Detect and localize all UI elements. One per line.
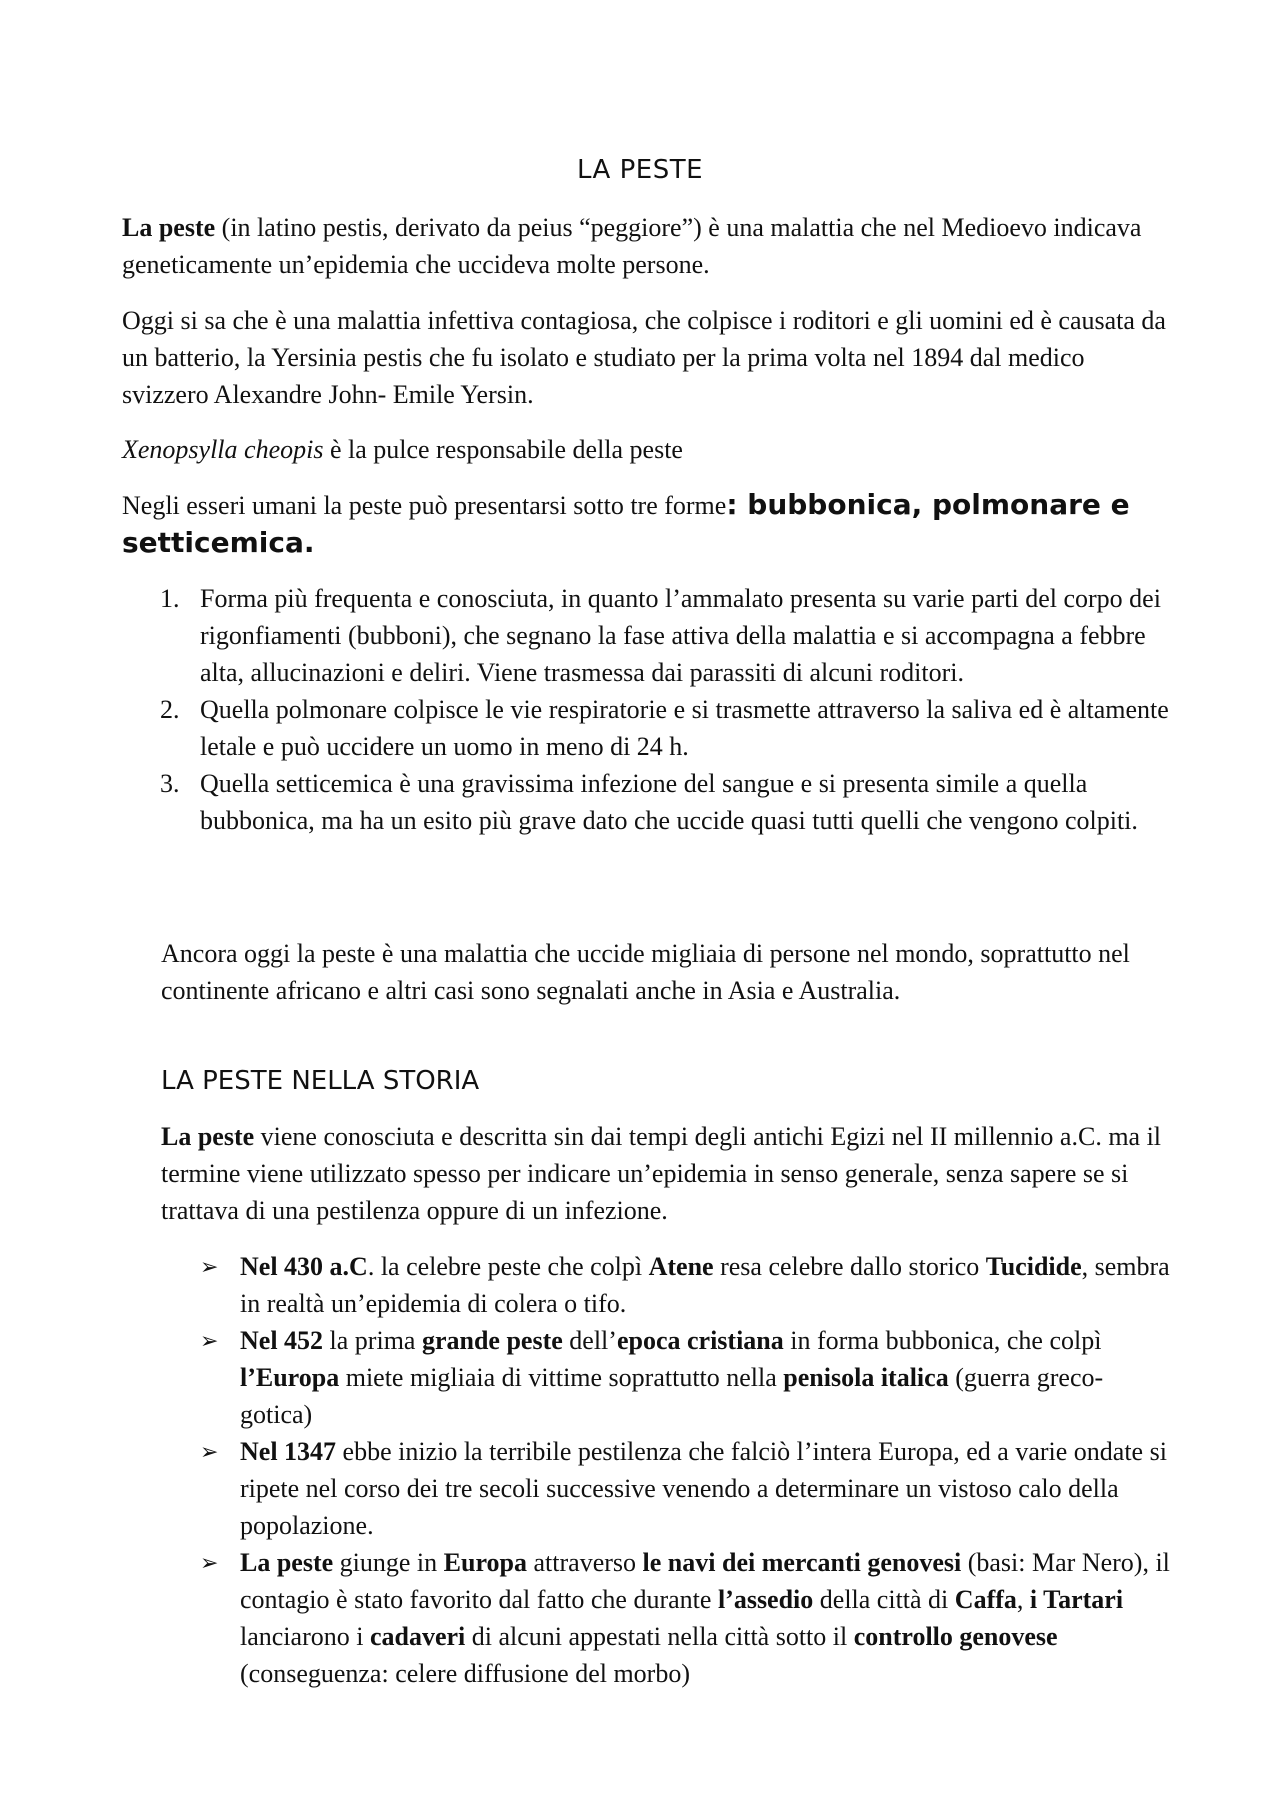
- forms-intro-text: Negli esseri umani la peste può presentarsi sotto tre forme: [122, 491, 727, 520]
- text-span: la prima: [323, 1326, 422, 1355]
- list-number: 2.: [160, 695, 180, 724]
- text-span: (basi: Mar Nero), il contagio è stato favorito dal fatto che durante: [240, 1548, 1170, 1614]
- bold-span: Europa: [443, 1548, 528, 1577]
- history-list: [200, 1248, 1170, 1692]
- bold-span: grande peste: [421, 1326, 563, 1355]
- list-number: 3.: [160, 769, 180, 798]
- bold-span: penisola italica: [783, 1363, 949, 1392]
- text-span: (conseguenza: celere diffusione del morbo): [240, 1659, 690, 1688]
- list-number: 1.: [160, 584, 180, 613]
- text-span: in forma bubbonica, che colpì: [783, 1326, 1102, 1355]
- intro-text: (in latino pestis, derivato da peius “peggiore”) è una malattia che nel Medioevo indicava geneticamente un’epidemia che uccideva molte persone.: [122, 213, 1142, 279]
- text-span: lanciarono i: [240, 1622, 370, 1651]
- bold-span: cadaveri: [369, 1622, 466, 1651]
- flea-text: è la pulce responsabile della peste: [323, 435, 683, 464]
- bold-span: Nel 452: [240, 1326, 324, 1355]
- list-item: [160, 580, 1170, 691]
- list-item-text: Quella setticemica è una gravissima infezione del sangue e si presenta simile a quella bubbonica, ma ha un esito più grave dato che uccide quasi tutti quelli che vengono colpiti.: [200, 769, 1138, 835]
- bold-span: Atene: [648, 1252, 714, 1281]
- bold-span: La peste: [240, 1548, 334, 1577]
- text-span: (guerra greco- gotica): [240, 1363, 1104, 1429]
- text-span: , sembra in realtà un’epidemia di colera o tifo.: [240, 1252, 1170, 1318]
- arrow-bullet-icon: ➢: [200, 1550, 219, 1575]
- arrow-bullet-icon: ➢: [200, 1254, 219, 1279]
- intro-bold-term: La peste: [122, 213, 216, 242]
- page-title: LA PESTE: [576, 155, 704, 185]
- intro-paragraph: [122, 209, 1172, 283]
- bold-span: epoca cristiana: [616, 1326, 784, 1355]
- list-item-text: Quella polmonare colpisce le vie respiratorie e si trasmette attraverso la saliva ed è altamente letale e può uccidere un uomo in meno di 24 h.: [200, 695, 1169, 761]
- list-item: [200, 1433, 1170, 1544]
- bold-span: le navi dei mercanti genovesi: [642, 1548, 962, 1577]
- list-item: [160, 691, 1170, 765]
- text-span: resa celebre dallo storico: [713, 1252, 986, 1281]
- text-span: dell’: [562, 1326, 617, 1355]
- text-span: . la celebre peste che colpì: [367, 1252, 649, 1281]
- forms-list: [160, 580, 1170, 839]
- text-span: ebbe inizio la terribile pestilenza che falciò l’intera Europa, ed a varie ondate si ripete nel corso dei tre secoli successive venendo a determinare un vistoso calo della popolazione.: [240, 1437, 1167, 1540]
- list-item: [200, 1322, 1170, 1433]
- arrow-bullet-icon: ➢: [200, 1439, 219, 1464]
- flea-paragraph: [122, 431, 1172, 468]
- history-bold-term: La peste: [161, 1122, 255, 1151]
- arrow-bullet-icon: ➢: [200, 1328, 219, 1353]
- bold-span: controllo genovese: [853, 1622, 1058, 1651]
- bold-span: Caffa: [954, 1585, 1017, 1614]
- bold-span: Nel 1347: [240, 1437, 337, 1466]
- list-item: [200, 1544, 1170, 1692]
- section-heading: LA PESTE NELLA STORIA: [161, 1066, 480, 1096]
- text-span: giunge in: [333, 1548, 444, 1577]
- bold-span: l’Europa: [240, 1363, 340, 1392]
- history-intro-paragraph: [161, 1118, 1191, 1229]
- list-item-text: Forma più frequenta e conosciuta, in quanto l’ammalato presenta su varie parti del corpo dei rigonfiamenti (bubboni), che segnano la fase attiva della malattia e si accompagna a febbre alta, allucinazioni e deliri. Viene trasmessa dai parassiti di alcuni roditori.: [200, 584, 1161, 687]
- list-item: [160, 765, 1170, 839]
- text-span: attraverso: [527, 1548, 643, 1577]
- today-paragraph: Ancora oggi la peste è una malattia che uccide migliaia di persone nel mondo, soprattutto nel continente africano e altri casi sono segnalati anche in Asia e Australia.: [161, 939, 1130, 1005]
- forms-intro-paragraph: [122, 486, 1172, 562]
- text-span: della città di: [813, 1585, 955, 1614]
- flea-species-name: Xenopsylla cheopis: [122, 435, 324, 464]
- cause-paragraph: Oggi si sa che è una malattia infettiva contagiosa, che colpisce i roditori e gli uomini ed è causata da un batterio, la Yersinia pestis che fu isolato e studiato per la prima volta nel 1894 dal medico svizzero Alexandre John- Emile Yersin.: [122, 306, 1166, 409]
- bold-span: i Tartari: [1029, 1585, 1124, 1614]
- text-span: miete migliaia di vittime soprattutto nella: [339, 1363, 784, 1392]
- history-intro-text: viene conosciuta e descritta sin dai tempi degli antichi Egizi nel II millennio a.C. ma il termine viene utilizzato spesso per indicare un’epidemia in senso generale, senza sapere se si trattava di una pestilenza oppure di un infezione.: [161, 1122, 1162, 1225]
- text-span: di alcuni appestati nella città sotto il: [465, 1622, 854, 1651]
- bold-span: l’assedio: [717, 1585, 814, 1614]
- text-span: ,: [1016, 1585, 1030, 1614]
- list-item: [200, 1248, 1170, 1322]
- forms-names: : bubbonica, polmonare e setticemica.: [122, 488, 1130, 559]
- bold-span: Nel 430 a.C: [240, 1252, 368, 1281]
- bold-span: Tucidide: [985, 1252, 1082, 1281]
